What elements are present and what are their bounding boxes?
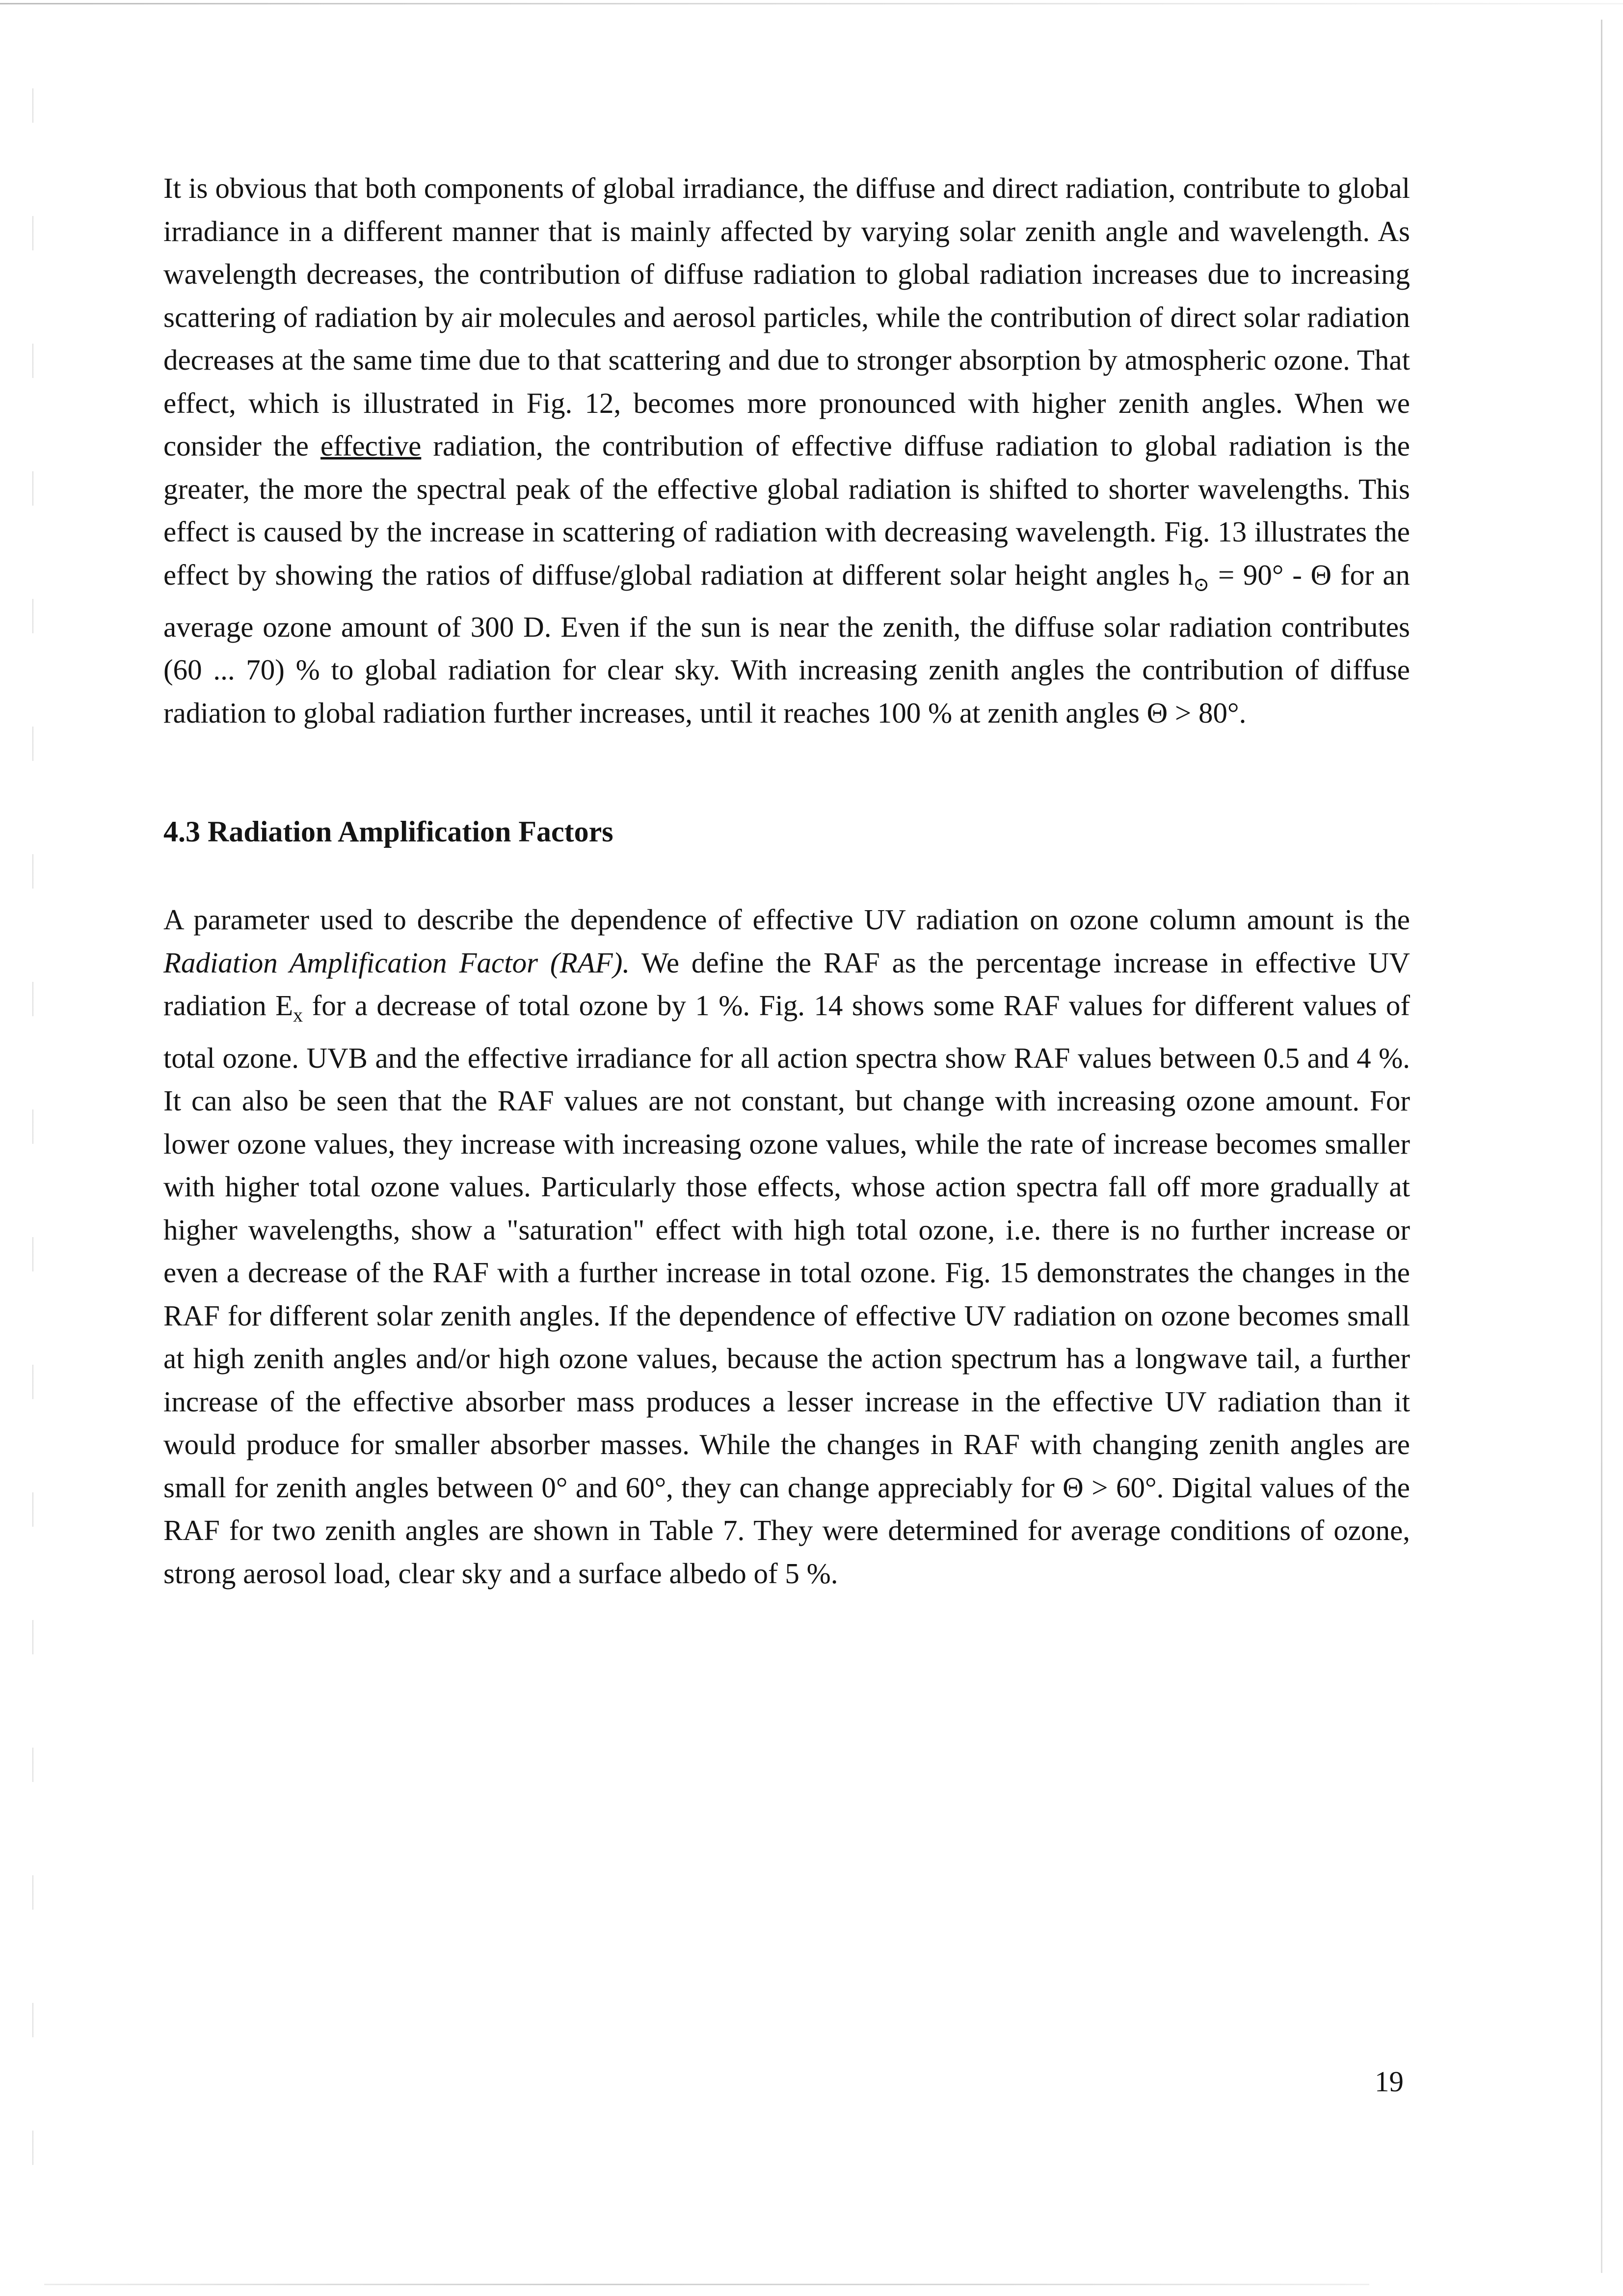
underlined-effective: effective: [320, 430, 422, 462]
paragraph-raf: [163, 898, 1410, 1595]
section-heading: 4.3 Radiation Amplification Factors: [163, 815, 613, 848]
page-number: 19: [1375, 2065, 1404, 2098]
page-edge-right: [1601, 20, 1602, 2273]
paragraph-2-text-b: We define the RAF as the percentage increase in effective UV radiation E: [163, 946, 1410, 1022]
page-content: [163, 167, 1410, 1595]
paragraph-1-text-b: radiation, the contribution of effective diffuse radiation to global radiation is the greater, the more the spectral peak of the effective global radiation is shifted to shorter wavelengths. This effect is caused by the increase in scattering of radiation with decreasing wavelength. Fig. 13 illustrates the effect by showing the ratios of diffuse/global radiation at different solar height angles h: [163, 430, 1410, 591]
paragraph-2-text-a: A parameter used to describe the dependence of effective UV radiation on ozone column amount is the: [163, 903, 1410, 936]
page-edge-top: [0, 3, 1623, 4]
paragraph-1-text-a: It is obvious that both components of global irradiance, the diffuse and direct radiation, contribute to global irradiance in a different manner that is mainly affected by varying solar zenith angle and wavelength. As wavelength decreases, the contribution of diffuse radiation to global radiation increases due to increasing scattering of radiation by air molecules and aerosol particles, while the contribution of direct solar radiation decreases at the same time due to that scattering and due to stronger absorption by atmospheric ozone. That effect, which is illustrated in Fig. 12, becomes more pronounced with higher zenith angles. When we consider the: [163, 172, 1410, 462]
page-edge-bottom: [44, 2284, 1369, 2285]
raf-term-italic: Radiation Amplification Factor (RAF).: [163, 946, 630, 979]
paragraph-diffuse-global: [163, 167, 1410, 734]
binding-gutter-marks: [32, 88, 33, 2209]
sun-symbol-subscript: ⊙: [1193, 573, 1210, 595]
ex-subscript: x: [293, 1004, 303, 1026]
paragraph-2-text-c: for a decrease of total ozone by 1 %. Fig. 14 shows some RAF values for different values of total ozone. UVB and the effective irradiance for all action spectra show RAF values between 0.5 and 4 %. It can also be seen that the RAF values are not constant, but change with increasing ozone amount. For lower ozone values, they increase with increasing ozone values, while the rate of increase becomes smaller with higher total ozone values. Particularly those effects, whose action spectra fall off more gradually at higher wavelengths, show a "saturation" effect with high total ozone, i.e. there is no further increase or even a decrease of the RAF with a further increase in total ozone. Fig. 15 demonstrates the changes in the RAF for different solar zenith angles. If the dependence of effective UV radiation on ozone becomes small at high zenith angles and/or high ozone values, because the action spectrum has a longwave tail, a further increase of the effective absorber mass produces a lesser increase in the effective UV radiation than it would produce for smaller absorber masses. While the changes in RAF with changing zenith angles are small for zenith angles between 0° and 60°, they can change appreciably for Θ > 60°. Digital values of the RAF for two zenith angles are shown in Table 7. They were determined for average conditions of ozone, strong aerosol load, clear sky and a surface albedo of 5 %.: [163, 989, 1410, 1590]
paragraph-1-text-c: = 90° - Θ for an average ozone amount of 300 D. Even if the sun is near the zenith, the diffuse solar radiation contributes (60 ... 70) % to global radiation for clear sky. With increasing zenith angles the contribution of diffuse radiation to global radiation further increases, until it reaches 100 % at zenith angles Θ > 80°.: [163, 558, 1410, 729]
